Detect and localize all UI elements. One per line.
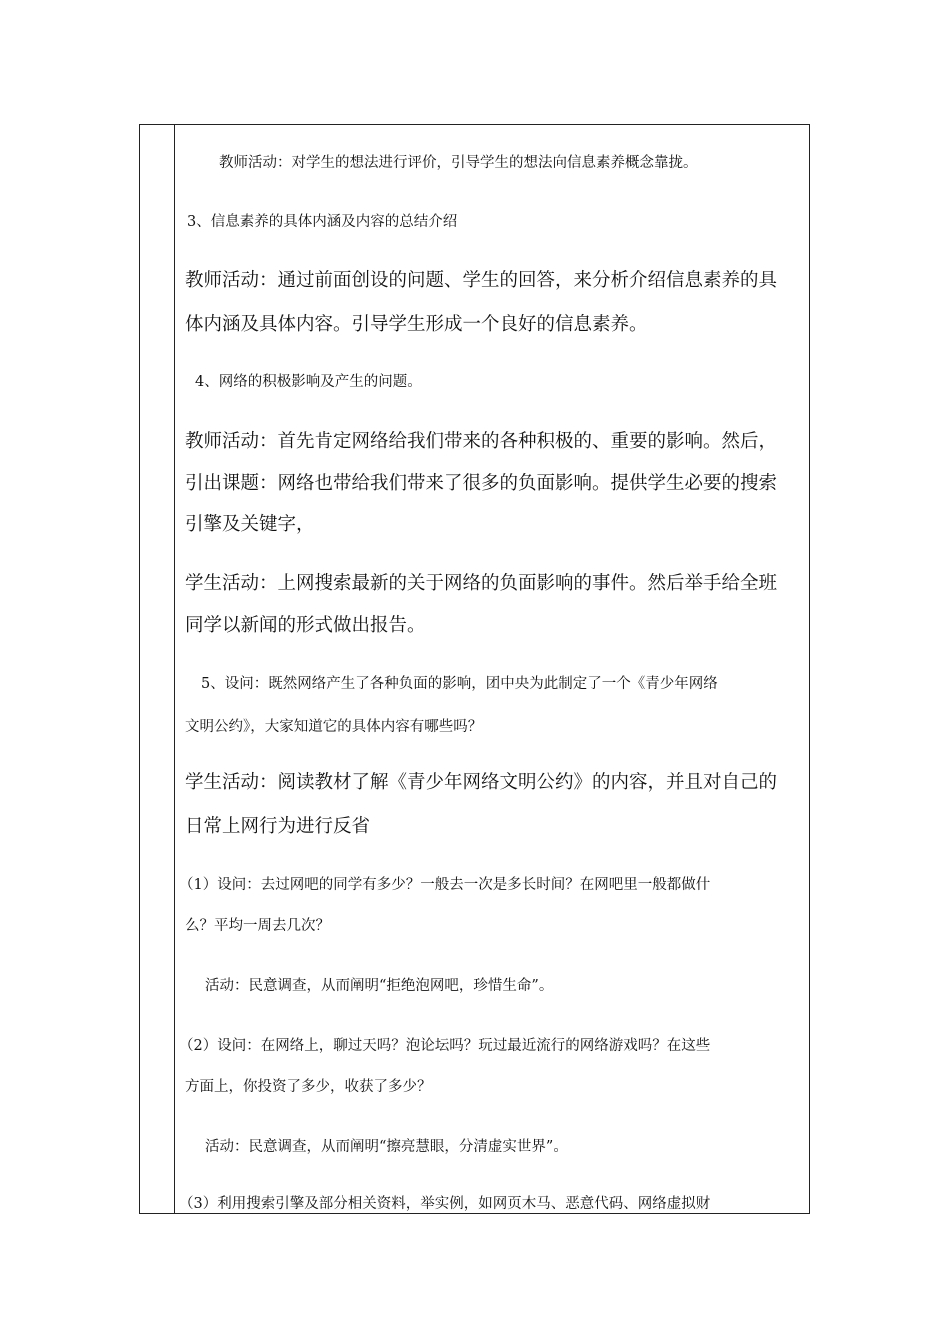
text-line: 教师活动：对学生的想法进行评价，引导学生的想法向信息素养概念靠拢。	[219, 155, 698, 171]
text-line: （1）设问：去过网吧的同学有多少？一般去一次是多长时间？在网吧里一般都做什	[179, 877, 711, 893]
text-line: （2）设问：在网络上，聊过天吗？泡论坛吗？玩过最近流行的网络游戏吗？在这些	[179, 1038, 711, 1054]
text-line: 学生活动：阅读教材了解《青少年网络文明公约》的内容，并且对自己的	[185, 772, 778, 793]
text-line: 么？平均一周去几次？	[185, 918, 330, 934]
text-line: 活动：民意调查，从而阐明“拒绝泡网吧，珍惜生命”。	[205, 978, 554, 994]
text-line: 活动：民意调查，从而阐明“擦亮慧眼，分清虚实世界”。	[205, 1139, 568, 1155]
text-line: 教师活动：通过前面创设的问题、学生的回答，来分析介绍信息素养的具	[185, 270, 778, 291]
text-line: 教师活动：首先肯定网络给我们带来的各种积极的、重要的影响。然后，	[185, 431, 778, 452]
text-line: （3）利用搜索引擎及部分相关资料，举实例，如网页木马、恶意代码、网络虚拟财	[179, 1196, 711, 1212]
text-line: 日常上网行为进行反省	[185, 816, 371, 837]
text-line: 3、信息素养的具体内涵及内容的总结介绍	[187, 214, 458, 230]
text-line: 学生活动：上网搜索最新的关于网络的负面影响的事件。然后举手给全班	[185, 573, 778, 594]
text-line: 引出课题：网络也带给我们带来了很多的负面影响。提供学生必要的搜索	[185, 473, 778, 494]
text-line: 体内涵及具体内容。引导学生形成一个良好的信息素养。	[185, 314, 648, 335]
text-line: 5、设问：既然网络产生了各种负面的影响，团中央为此制定了一个《青少年网络	[201, 676, 718, 692]
text-line: 引擎及关键字，	[185, 514, 315, 535]
text-line: 方面上，你投资了多少，收获了多少？	[185, 1079, 432, 1095]
text-line: 文明公约》，大家知道它的具体内容有哪些吗？	[185, 719, 483, 735]
content-table	[139, 124, 810, 1214]
text-line: 同学以新闻的形式做出报告。	[185, 615, 426, 636]
text-line: 4、网络的积极影响及产生的问题。	[195, 374, 422, 390]
content-cell	[175, 125, 809, 1213]
